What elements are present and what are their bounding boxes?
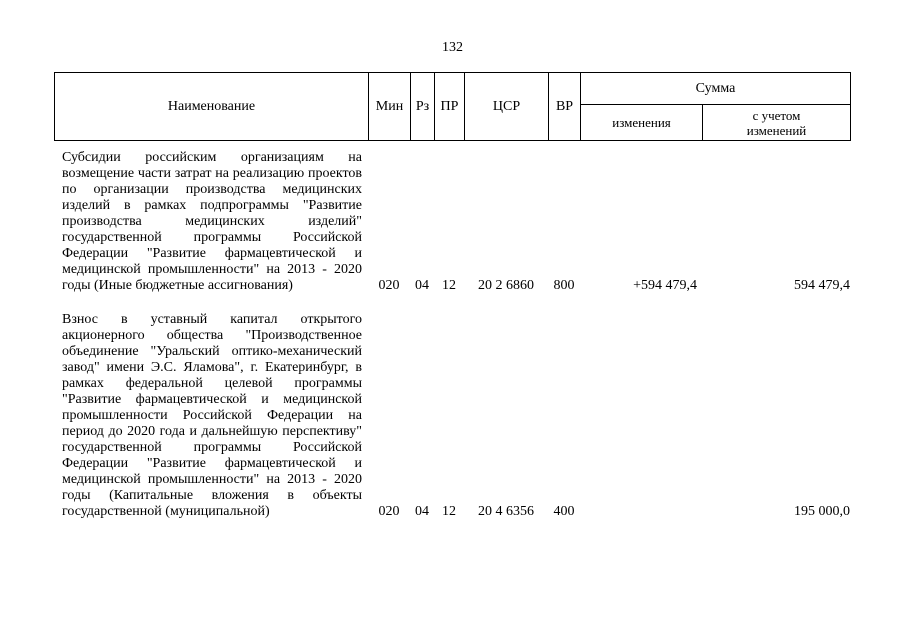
row-vr: 800 — [553, 278, 575, 293]
header-sum: Сумма — [581, 73, 851, 105]
header-min: Мин — [369, 73, 411, 141]
row-rz: 04 — [415, 504, 429, 519]
row-name: Субсидии российским организациям на возмещение части затрат на реализацию проектов по организации производства медицинских изделий в рамках подпрограммы "Развитие производства медицинских изделий" государственной программы Российской Федерации "Развитие фармацевтической и медицинской промышленности" на 2013 - 2020 годы (Иные бюджетные ассигнования) — [62, 150, 362, 293]
row-pr: 12 — [442, 504, 456, 519]
table-row — [54, 150, 850, 294]
row-total: 594 479,4 — [794, 278, 850, 293]
page-number: 132 — [442, 40, 463, 55]
table-row — [54, 312, 850, 520]
row-min: 020 — [378, 504, 400, 519]
header-name: Наименование — [55, 73, 369, 141]
row-vr: 400 — [553, 504, 575, 519]
row-name: Взнос в уставный капитал открытого акционерного общества "Производственное объединение "Уральский оптико-механический завод" имени Э.С. Яламова", г. Екатеринбург, в рамках федеральной целевой программы "Развитие фармацевтической и медицинской промышленности Российской Федерации на период до 2020 года и дальнейшую перспективу" государственной программы Российской Федерации "Развитие фармацевтической и медицинской промышленности" на 2013 - 2020 годы (Капитальные вложения в объекты государственной (муниципальной) — [62, 312, 362, 519]
row-rz: 04 — [415, 278, 429, 293]
table-body — [54, 150, 850, 520]
table-header — [54, 72, 851, 141]
header-rz: Рз — [411, 73, 435, 141]
header-csr: ЦСР — [465, 73, 549, 141]
row-csr: 20 2 6860 — [478, 278, 534, 293]
header-with-change-line1: с учетом — [752, 107, 801, 123]
header-with-change — [703, 105, 851, 141]
header-with-change-line2: изменений — [746, 122, 807, 138]
header-vr: ВР — [549, 73, 581, 141]
header-change: изменения — [581, 105, 703, 141]
row-csr: 20 4 6356 — [478, 504, 534, 519]
row-pr: 12 — [442, 278, 456, 293]
header-pr: ПР — [435, 73, 465, 141]
row-min: 020 — [378, 278, 400, 293]
row-change: +594 479,4 — [633, 278, 697, 293]
row-total: 195 000,0 — [794, 504, 850, 519]
